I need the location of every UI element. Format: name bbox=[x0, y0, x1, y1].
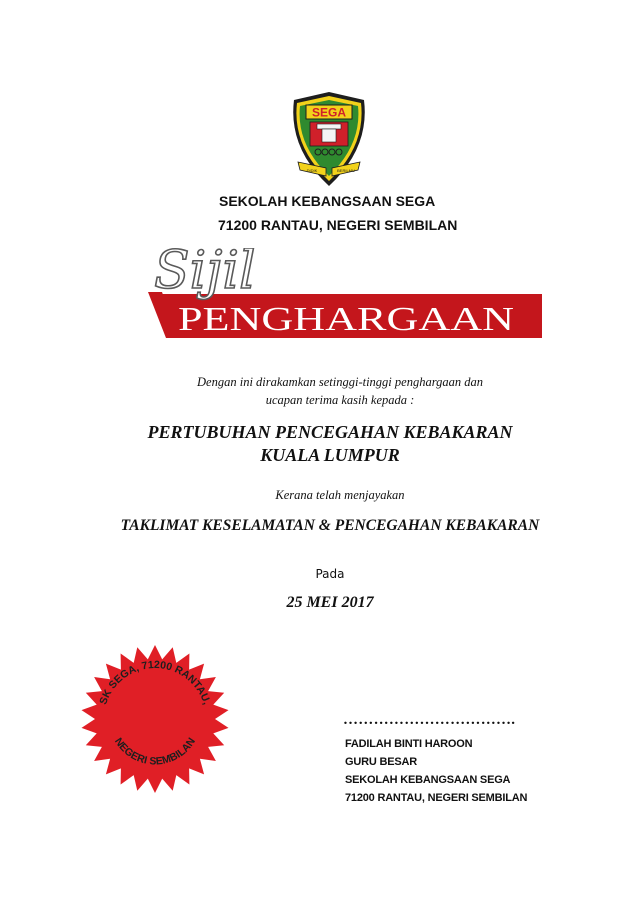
event-date: 25 MEI 2017 bbox=[286, 594, 374, 611]
signatory-title: GURU BESAR bbox=[345, 756, 417, 768]
pada-label: Pada bbox=[315, 567, 345, 581]
seal-ring-text-bottom: NEGERI SEMBILAN bbox=[112, 735, 198, 768]
seal-ring-text: SK SEGA, 71200 RANTAU, bbox=[97, 658, 213, 707]
event-name: TAKLIMAT KESELAMATAN & PENCEGAHAN KEBAKARAN bbox=[120, 517, 540, 534]
logo-ribbon-left: DIDIK bbox=[306, 168, 318, 173]
logo-emblem-text: SEGA bbox=[311, 105, 347, 120]
signatory-name: FADILAH BINTI HAROON bbox=[345, 738, 473, 750]
intro-line-2: ucapan terima kasih kepada : bbox=[265, 393, 415, 407]
signatory-school: SEKOLAH KEBANGSAAN SEGA bbox=[345, 774, 511, 786]
school-name: SEKOLAH KEBANGSAAN SEGA bbox=[219, 193, 436, 209]
school-address: 71200 RANTAU, NEGERI SEMBILAN bbox=[218, 217, 458, 233]
signature-line: ……………………………. bbox=[343, 712, 516, 728]
recipient-line-1: PERTUBUHAN PENCEGAHAN KEBAKARAN bbox=[147, 422, 513, 442]
banner-main-title: PENGHARGAAN bbox=[178, 301, 514, 338]
signatory-address: 71200 RANTAU, NEGERI SEMBILAN bbox=[345, 792, 528, 804]
reason-text: Kerana telah menjayakan bbox=[275, 488, 405, 502]
certificate-title-banner bbox=[148, 248, 544, 348]
intro-line-1: Dengan ini dirakamkan setinggi-tinggi penghargaan dan bbox=[197, 375, 483, 389]
recipient-line-2: KUALA LUMPUR bbox=[260, 445, 400, 465]
logo-ribbon-right: BERILMU bbox=[337, 168, 355, 173]
school-seal bbox=[80, 640, 230, 798]
school-logo bbox=[284, 88, 374, 190]
banner-script-title: Sijil bbox=[154, 248, 256, 301]
